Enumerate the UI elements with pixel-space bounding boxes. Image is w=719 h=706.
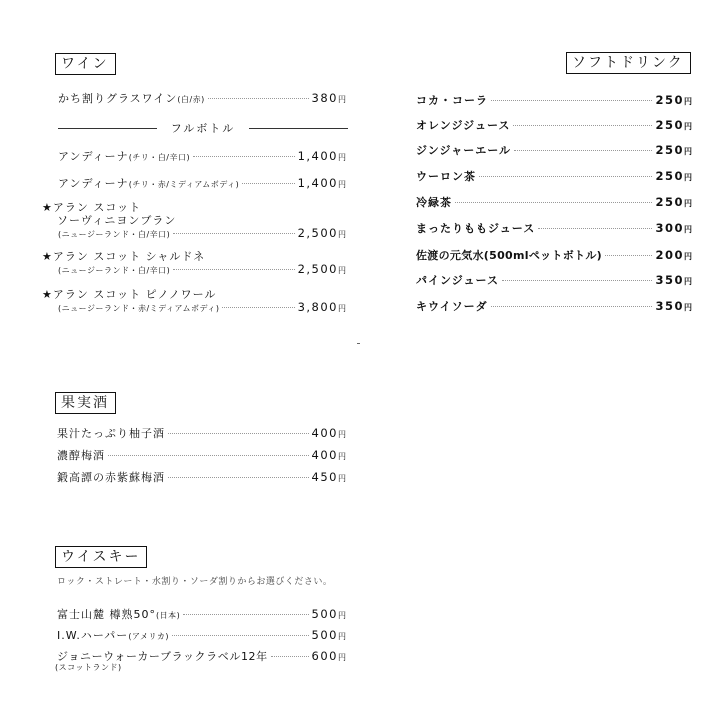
menu-item-andina-white [58, 148, 346, 164]
leader-dots [193, 156, 294, 157]
wine-heading: ワイン [55, 53, 116, 75]
menu-item-green-tea [416, 194, 692, 210]
menu-item-orange-juice [416, 117, 692, 133]
leader-dots [513, 125, 652, 126]
yen-unit: 円 [338, 266, 346, 275]
item-note: (ニュージーランド・赤/ミディアムボディ) [58, 304, 220, 313]
item-name: 冷緑茶 [416, 196, 452, 209]
item-price: 1,400 [297, 149, 338, 163]
item-note: (ニュージーランド・白/辛口) [58, 266, 171, 275]
leader-dots [479, 176, 652, 177]
item-price: 1,400 [297, 176, 338, 190]
item-name: ジンジャーエール [416, 144, 512, 157]
leader-dots [502, 280, 653, 281]
leader-dots [605, 255, 653, 256]
item-price: 250 [655, 195, 684, 209]
yen-unit: 円 [338, 452, 346, 461]
leader-dots [208, 98, 309, 99]
johnnie-origin-note: (スコットランド) [55, 663, 122, 672]
item-name: 鍛高譚の赤紫蘇梅酒 [57, 471, 165, 484]
item-price: 250 [655, 93, 684, 107]
item-name: ウーロン茶 [416, 170, 476, 183]
menu-item-andina-red [58, 175, 346, 191]
divider-line-left [58, 128, 157, 129]
menu-item-sauvignon [58, 226, 346, 240]
soft-drink-heading: ソフトドリンク [566, 52, 691, 74]
item-name: ジョニーウォーカーブラックラベル12年 [57, 650, 268, 663]
item-price: 250 [655, 118, 684, 132]
item-price: 400 [311, 448, 338, 462]
leader-dots [242, 183, 294, 184]
item-note: (日本) [156, 611, 181, 620]
yen-unit: 円 [684, 225, 692, 234]
leader-dots [183, 614, 308, 615]
item-name: オレンジジュース [416, 119, 511, 132]
item-price: 400 [311, 426, 338, 440]
yen-unit: 円 [338, 611, 346, 620]
menu-item-pinot [58, 300, 346, 314]
yen-unit: 円 [338, 653, 346, 662]
leader-dots [491, 100, 652, 101]
divider-line-right [249, 128, 348, 129]
leader-dots [108, 455, 309, 456]
item-name: 佐渡の元気水(500mlペットボトル) [416, 249, 602, 262]
item-price: 500 [311, 607, 338, 621]
item-name: コカ・コーラ [416, 94, 488, 107]
leader-dots [173, 233, 294, 234]
item-note: (アメリカ) [128, 632, 169, 641]
menu-item-peach-juice [416, 220, 692, 236]
yen-unit: 円 [338, 230, 346, 239]
leader-dots [173, 269, 294, 270]
leader-dots [491, 306, 653, 307]
yen-unit: 円 [684, 303, 692, 312]
item-price: 350 [655, 299, 684, 313]
menu-item-glass-wine [58, 90, 346, 106]
yen-unit: 円 [338, 632, 346, 641]
item-price: 380 [311, 91, 338, 105]
yen-unit: 円 [684, 173, 692, 182]
item-name: 濃醇梅酒 [57, 449, 105, 462]
yen-unit: 円 [338, 153, 346, 162]
item-name: まったりももジュース [416, 222, 536, 235]
decorative-tick [357, 343, 360, 344]
yen-unit: 円 [684, 252, 692, 261]
item-name: パインジュース [416, 274, 499, 287]
item-price: 250 [655, 169, 684, 183]
item-price: 2,500 [297, 226, 338, 240]
full-bottle-divider [58, 121, 348, 135]
menu-item-pine-juice [416, 272, 692, 288]
yen-unit: 円 [684, 147, 692, 156]
item-note: (ニュージーランド・白/辛口) [58, 230, 171, 239]
yen-unit: 円 [338, 180, 346, 189]
yen-unit: 円 [338, 304, 346, 313]
leader-dots [514, 150, 652, 151]
leader-dots [168, 433, 309, 434]
item-name: アンディーナ [58, 150, 129, 163]
item-price: 200 [655, 248, 684, 262]
fruit-liquor-heading: 果実酒 [55, 392, 116, 414]
pinot-line1: ★アラン スコット ピノノワール [42, 288, 217, 301]
leader-dots [271, 656, 309, 657]
item-price: 2,500 [297, 262, 338, 276]
menu-item-chardonnay [58, 262, 346, 276]
menu-item-cola [416, 92, 692, 108]
yen-unit: 円 [684, 122, 692, 131]
menu-item-akajiso [57, 469, 346, 485]
menu-item-ginger-ale [416, 142, 692, 158]
item-price: 500 [311, 628, 338, 642]
item-name: I.W.ハーパー [57, 629, 129, 642]
yen-unit: 円 [684, 97, 692, 106]
yen-unit: 円 [338, 474, 346, 483]
leader-dots [172, 635, 309, 636]
item-price: 600 [311, 649, 338, 663]
sauvignon-line2: ソーヴィニヨンブラン [57, 214, 177, 227]
yen-unit: 円 [684, 199, 692, 208]
leader-dots [455, 202, 652, 203]
menu-item-oolong-tea [416, 168, 692, 184]
chardonnay-line1: ★アラン スコット シャルドネ [42, 250, 206, 263]
leader-dots [168, 477, 309, 478]
item-price: 3,800 [297, 300, 338, 314]
item-name: キウイソーダ [416, 300, 488, 313]
leader-dots [538, 228, 652, 229]
item-name: 富士山麓 樽熟50° [57, 608, 156, 621]
menu-item-yuzu [57, 425, 346, 441]
menu-item-sado-water [416, 247, 692, 263]
divider-label: フルボトル [170, 122, 236, 135]
item-price: 450 [311, 470, 338, 484]
leader-dots [222, 307, 294, 308]
item-price: 350 [655, 273, 684, 287]
yen-unit: 円 [684, 277, 692, 286]
item-name: 果汁たっぷり柚子酒 [57, 427, 165, 440]
yen-unit: 円 [338, 430, 346, 439]
whisky-serving-note: ロック・ストレート・水割り・ソーダ割りからお選びください。 [57, 577, 333, 587]
item-name: かち割りグラスワイン [58, 92, 178, 105]
menu-item-umeshu [57, 447, 346, 463]
menu-item-iw-harper [57, 627, 346, 643]
item-note: (白/赤) [177, 95, 205, 104]
item-name: アンディーナ [58, 177, 129, 190]
item-price: 300 [655, 221, 684, 235]
item-note: (チリ・白/辛口) [128, 153, 191, 162]
sauvignon-line1: ★アラン スコット [42, 201, 142, 214]
menu-item-fuji [57, 606, 346, 622]
whisky-heading: ウイスキー [55, 546, 147, 568]
menu-item-kiwi-soda [416, 298, 692, 314]
item-note: (チリ・赤/ミディアムボディ) [128, 180, 240, 189]
item-price: 250 [655, 143, 684, 157]
yen-unit: 円 [338, 95, 346, 104]
